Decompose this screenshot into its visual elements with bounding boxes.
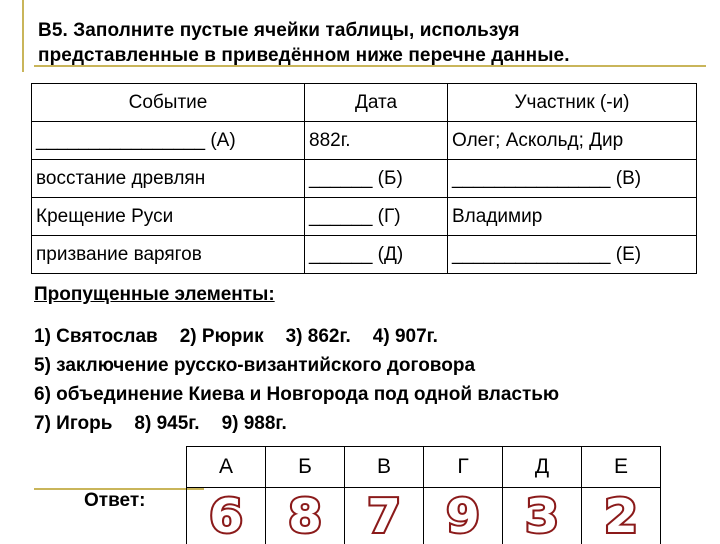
table-cell: Олег; Аскольд; Дир — [448, 122, 697, 160]
decorative-vertical-line — [22, 0, 24, 72]
answer-cell[interactable] — [345, 488, 424, 544]
option-item: 7) Игорь — [34, 413, 112, 434]
table-cell: восстание древлян — [32, 160, 305, 198]
answer-letters-row — [187, 447, 661, 488]
answer-letter: Г — [424, 447, 503, 488]
table-cell: _______________ (В) — [448, 160, 697, 198]
answer-letter: В — [345, 447, 424, 488]
options-line — [34, 322, 559, 351]
options-line — [34, 409, 559, 438]
answer-cell[interactable] — [582, 488, 661, 544]
answer-label: Ответ: — [84, 490, 145, 512]
header-participants: Участник (-и) — [448, 84, 697, 122]
answer-cell[interactable] — [503, 488, 582, 544]
table-row — [32, 160, 697, 198]
answer-value: 7 — [367, 491, 401, 541]
option-item: 3) 862г. — [286, 326, 351, 347]
missing-elements-title: Пропущенные элементы: — [34, 284, 275, 306]
table-cell: 882г. — [305, 122, 448, 160]
answer-cell[interactable] — [187, 488, 266, 544]
answer-letter: Б — [266, 447, 345, 488]
table-row — [32, 198, 697, 236]
table-cell: призвание варягов — [32, 236, 305, 274]
missing-elements-list — [34, 322, 559, 438]
table-row — [32, 236, 697, 274]
answer-letter: Е — [582, 447, 661, 488]
option-item: 4) 907г. — [373, 326, 438, 347]
answer-letter: Д — [503, 447, 582, 488]
answer-values-row — [187, 488, 661, 544]
answer-cell[interactable] — [266, 488, 345, 544]
option-item: 5) заключение русско-византийского договора — [34, 351, 559, 380]
heading-line-2: представленные в приведённом ниже перечне данные. — [38, 43, 718, 68]
events-table — [31, 83, 697, 274]
header-event: Событие — [32, 84, 305, 122]
option-item: 8) 945г. — [134, 413, 199, 434]
table-cell: ______ (Б) — [305, 160, 448, 198]
answer-table — [186, 446, 661, 544]
table-row — [32, 122, 697, 160]
answer-value: 8 — [288, 491, 322, 541]
table-cell: Владимир — [448, 198, 697, 236]
table-cell: Крещение Руси — [32, 198, 305, 236]
answer-letter: А — [187, 447, 266, 488]
answer-value: 3 — [525, 491, 559, 541]
table-cell: ______ (Д) — [305, 236, 448, 274]
answer-value: 2 — [604, 491, 638, 541]
option-item: 2) Рюрик — [180, 326, 264, 347]
answer-value: 6 — [209, 491, 243, 541]
table-cell: _______________ (Е) — [448, 236, 697, 274]
header-date: Дата — [305, 84, 448, 122]
answer-value: 9 — [446, 491, 480, 541]
table-cell: ________________ (А) — [32, 122, 305, 160]
option-item: 1) Святослав — [34, 326, 158, 347]
table-cell: ______ (Г) — [305, 198, 448, 236]
table-header-row — [32, 84, 697, 122]
option-item: 6) объединение Киева и Новгорода под одной властью — [34, 380, 559, 409]
option-item: 9) 988г. — [222, 413, 287, 434]
task-heading — [38, 18, 718, 68]
answer-cell[interactable] — [424, 488, 503, 544]
heading-line-1: В5. Заполните пустые ячейки таблицы, используя — [38, 18, 718, 43]
